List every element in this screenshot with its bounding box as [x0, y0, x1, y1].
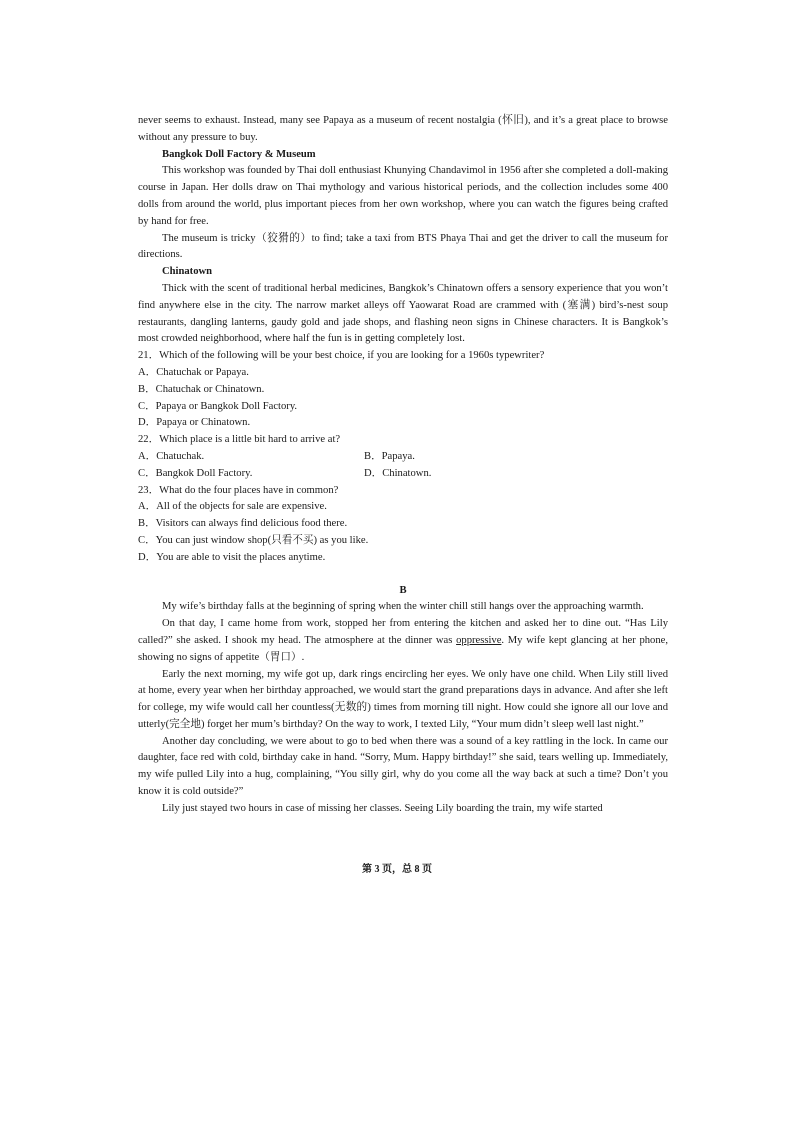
underlined-word-oppressive: oppressive: [456, 634, 502, 646]
passage-b-paragraph-2: [138, 616, 668, 666]
passage-b-paragraph-3: Early the next morning, my wife got up, dark rings encircling her eyes. We only have one child. When Lily still lived at home, every year when her birthday approached, we would start the grand preparations days in advance. And after she left for college, my wife would call her countless(无数的) times from morning till night. How could she ignore all our love and utterly(完全地) forget her mum’s birthday? On the way to work, I texted Lily, “Your mum didn’t sleep well last night.”: [138, 668, 668, 730]
question-22-option-b: B．Papaya.: [364, 450, 415, 462]
question-21: [138, 348, 668, 432]
question-23-stem: 23．What do the four places have in common?: [138, 484, 339, 496]
question-23-option-b: B．Visitors can always find delicious food there.: [138, 518, 348, 530]
passage-b-paragraph-5: Lily just stayed two hours in case of missing her classes. Seeing Lily boarding the train, my wife started: [162, 802, 603, 814]
passage-b-paragraph-4: Another day concluding, we were about to go to bed when there was a sound of a key rattling in the lock. In came our daughter, face red with cold, birthday cake in hand. “Sorry, Mum. Happy birthday!” she said, tears welling up. Immediately, my wife pulled Lily into a hug, complaining, “You silly girl, why do you come all the way back at such a time? Don’t you know it is cold outside?”: [138, 735, 668, 798]
chinatown-heading: Chinatown: [162, 266, 213, 278]
question-22-option-a: A．Chatuchak.: [138, 450, 205, 462]
page-number-footer: 第 3 页，总 8 页: [362, 864, 432, 875]
question-21-option-c: C．Papaya or Bangkok Doll Factory.: [138, 400, 298, 412]
papaya-paragraph-continued: never seems to exhaust. Instead, many see Papaya as a museum of recent nostalgia (怀旧), and it’s a great place to browse without any pressure to buy.: [138, 115, 668, 143]
doll-factory-heading: Bangkok Doll Factory & Museum: [162, 148, 316, 160]
page-content: [138, 113, 668, 818]
doll-factory-paragraph-1: This workshop was founded by Thai doll enthusiast Khunying Chandavimol in 1956 after she completed a doll-making course in Japan. Her dolls draw on Thai mythology and various historical periods, and the collection includes some 400 dolls from around the world, plus important pieces from her own workshop, where you can watch the figures being crafted by hand for free.: [138, 165, 668, 227]
question-21-stem: 21．Which of the following will be your best choice, if you are looking for a 1960s typewriter?: [138, 350, 545, 362]
question-22: [138, 432, 668, 482]
question-22-option-d: D．Chinatown.: [364, 467, 432, 479]
question-21-option-a: A．Chatuchak or Papaya.: [138, 366, 249, 378]
question-21-option-d: D．Papaya or Chinatown.: [138, 417, 251, 429]
question-22-stem: 22．Which place is a little bit hard to arrive at?: [138, 434, 341, 446]
passage-b-p2-before: On that day, I came home from work, stopped her from entering the kitchen and asked her to dine out. “Has Lily called?” she asked. I shook my head. The atmosphere at the dinner was: [138, 618, 668, 646]
question-23-option-a: A．All of the objects for sale are expensive.: [138, 501, 327, 513]
passage-b-paragraph-1: My wife’s birthday falls at the beginning of spring when the winter chill still hangs over the approaching warmth.: [162, 601, 644, 613]
section-b-title: B: [399, 584, 407, 596]
passage-b-p2-after: . My wife kept glancing at her phone, showing no signs of appetite（胃口）.: [138, 634, 668, 663]
question-22-options-row-1: [138, 449, 668, 466]
question-22-option-c: C．Bangkok Doll Factory.: [138, 467, 253, 479]
question-23: [138, 483, 668, 567]
question-23-option-d: D．You are able to visit the places anytime.: [138, 551, 326, 563]
question-22-options-row-2: [138, 466, 668, 483]
question-23-option-c: C．You can just window shop(只看不买) as you like.: [138, 534, 369, 546]
chinatown-paragraph: Thick with the scent of traditional herbal medicines, Bangkok’s Chinatown offers a sensory experience that you won’t find anywhere else in the city. The narrow market alleys off Yaowarat Road are crammed with (塞满) bird’s-nest soup restaurants, dangling lanterns, gaudy gold and jade shops, and flashing neon signs in Chinese characters. It is Bangkok’s most crowded neighborhood, where half the fun is in getting completely lost.: [138, 282, 668, 345]
question-21-option-b: B．Chatuchak or Chinatown.: [138, 383, 265, 395]
doll-factory-paragraph-2: The museum is tricky（狡猾的）to find; take a taxi from BTS Phaya Thai and get the driver to call the museum for directions.: [138, 232, 668, 261]
